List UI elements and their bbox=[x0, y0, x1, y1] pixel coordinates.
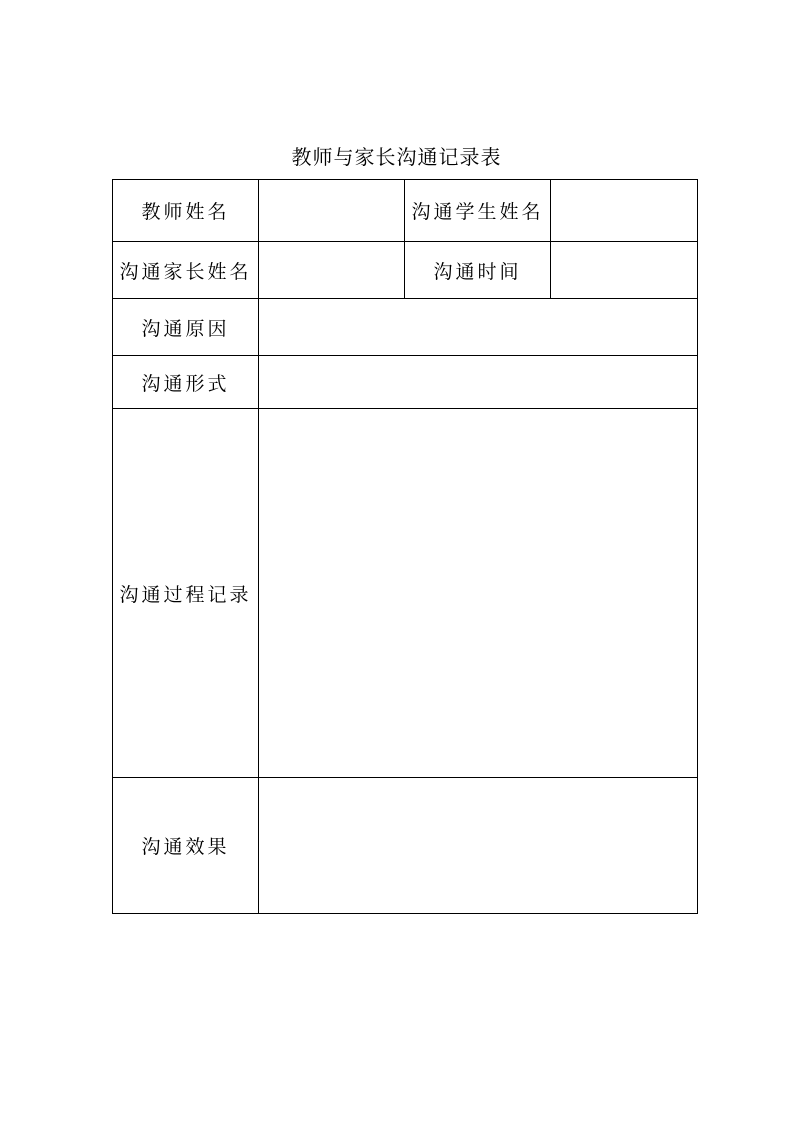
teacher-name-field[interactable] bbox=[259, 180, 405, 242]
communication-time-field[interactable] bbox=[551, 242, 698, 299]
table-row bbox=[113, 299, 698, 356]
table-row bbox=[113, 180, 698, 242]
document-title: 教师与家长沟通记录表 bbox=[291, 145, 502, 169]
communication-record-table bbox=[112, 179, 698, 914]
table-row bbox=[113, 356, 698, 409]
communication-effect-label: 沟通效果 bbox=[113, 778, 259, 914]
teacher-name-label: 教师姓名 bbox=[113, 180, 259, 242]
table-row bbox=[113, 242, 698, 299]
communication-effect-field[interactable] bbox=[259, 778, 698, 914]
student-name-label: 沟通学生姓名 bbox=[405, 180, 551, 242]
table-row bbox=[113, 409, 698, 778]
communication-process-label: 沟通过程记录 bbox=[113, 409, 259, 778]
parent-name-field[interactable] bbox=[259, 242, 405, 299]
communication-process-field[interactable] bbox=[259, 409, 698, 778]
student-name-field[interactable] bbox=[551, 180, 698, 242]
table-row bbox=[113, 778, 698, 914]
parent-name-label: 沟通家长姓名 bbox=[113, 242, 259, 299]
communication-time-label: 沟通时间 bbox=[405, 242, 551, 299]
communication-form-label: 沟通形式 bbox=[113, 356, 259, 409]
communication-reason-field[interactable] bbox=[259, 299, 698, 356]
communication-form-field[interactable] bbox=[259, 356, 698, 409]
communication-reason-label: 沟通原因 bbox=[113, 299, 259, 356]
